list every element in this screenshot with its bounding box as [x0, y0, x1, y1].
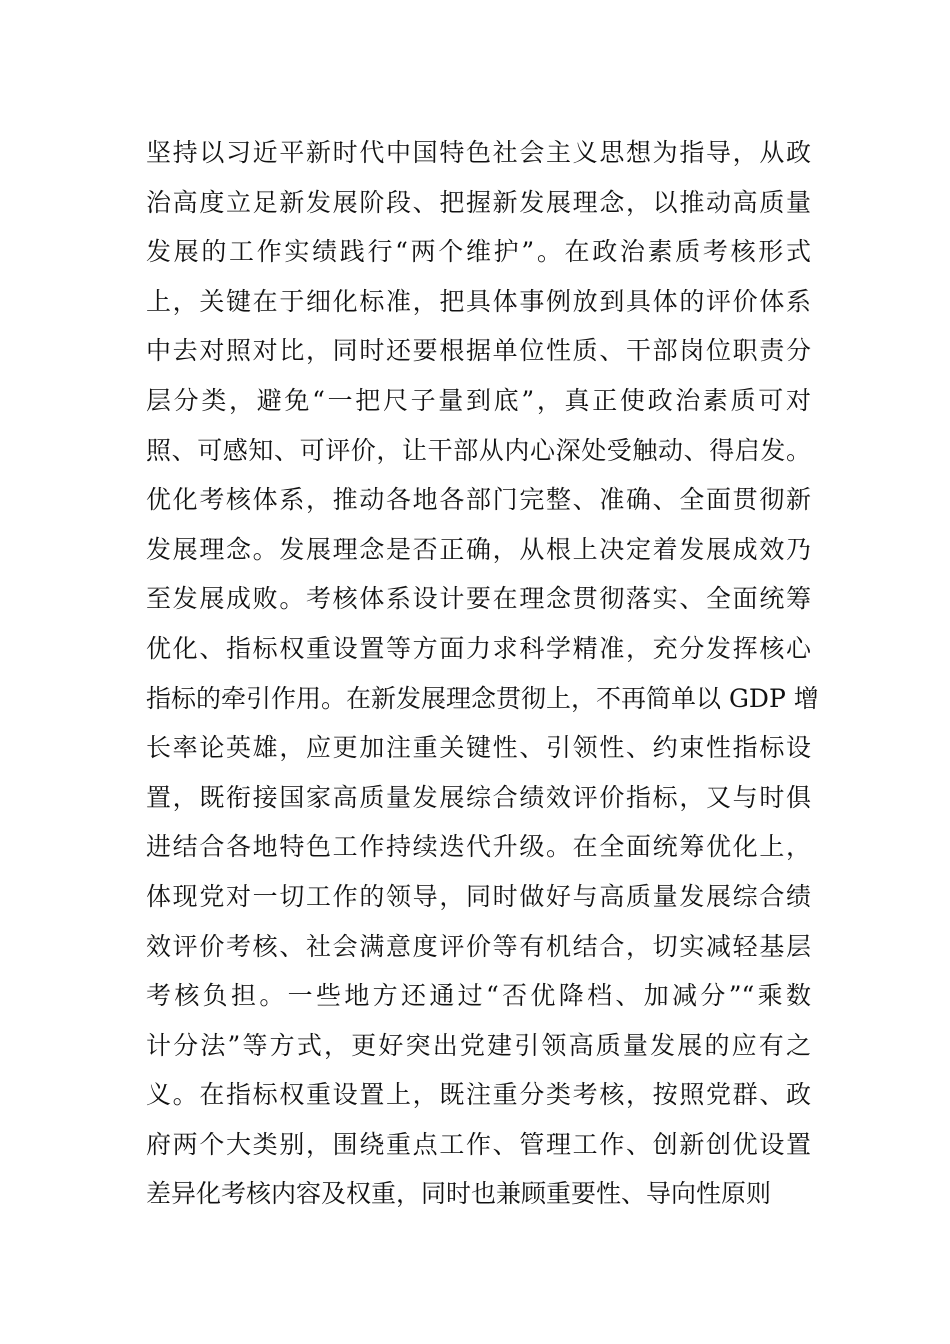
text-line: 效评价考核、社会满意度评价等有机结合，切实减轻基层: [146, 931, 811, 961]
text-line: 上，关键在于细化标准，把具体事例放到具体的评价体系: [146, 286, 811, 316]
body-text: [146, 128, 819, 1219]
text-line: 指标的牵引作用。在新发展理念贯彻上，不再简单以 GDP 增: [146, 683, 819, 713]
text-line: 考核负担。一些地方还通过“否优降档、加减分”“乘数: [146, 981, 811, 1011]
text-line: 进结合各地特色工作持续迭代升级。在全面统筹优化上，: [146, 832, 811, 862]
text-line: 层分类，避免“一把尺子量到底”，真正使政治素质可对: [146, 385, 811, 415]
text-line: 置，既衔接国家高质量发展综合绩效评价指标，又与时俱: [146, 782, 811, 812]
text-line: 发展的工作实绩践行“两个维护”。在政治素质考核形式: [146, 237, 811, 267]
text-line: 优化考核体系，推动各地各部门完整、准确、全面贯彻新: [146, 485, 811, 515]
text-line: 府两个大类别，围绕重点工作、管理工作、创新创优设置: [146, 1129, 811, 1159]
text-line: 中去对照对比，同时还要根据单位性质、干部岗位职责分: [146, 336, 811, 366]
text-line: 差异化考核内容及权重，同时也兼顾重要性、导向性原则: [146, 1179, 772, 1209]
text-line: 发展理念。发展理念是否正确，从根上决定着发展成效乃: [146, 534, 811, 564]
text-line: 坚持以习近平新时代中国特色社会主义思想为指导，从政: [146, 138, 811, 167]
text-line: 计分法”等方式，更好突出党建引领高质量发展的应有之: [146, 1030, 811, 1060]
text-line: 至发展成败。考核体系设计要在理念贯彻落实、全面统筹: [146, 584, 811, 614]
text-line: 义。在指标权重设置上，既注重分类考核，按照党群、政: [146, 1080, 811, 1110]
text-line: 体现党对一切工作的领导，同时做好与高质量发展综合绩: [146, 881, 811, 911]
text-line: 优化、指标权重设置等方面力求科学精准，充分发挥核心: [146, 633, 811, 663]
text-line: 治高度立足新发展阶段、把握新发展理念，以推动高质量: [146, 187, 811, 217]
text-line: 长率论英雄，应更加注重关键性、引领性、约束性指标设: [146, 733, 811, 763]
text-line: 照、可感知、可评价，让干部从内心深处受触动、得启发。: [146, 435, 811, 465]
